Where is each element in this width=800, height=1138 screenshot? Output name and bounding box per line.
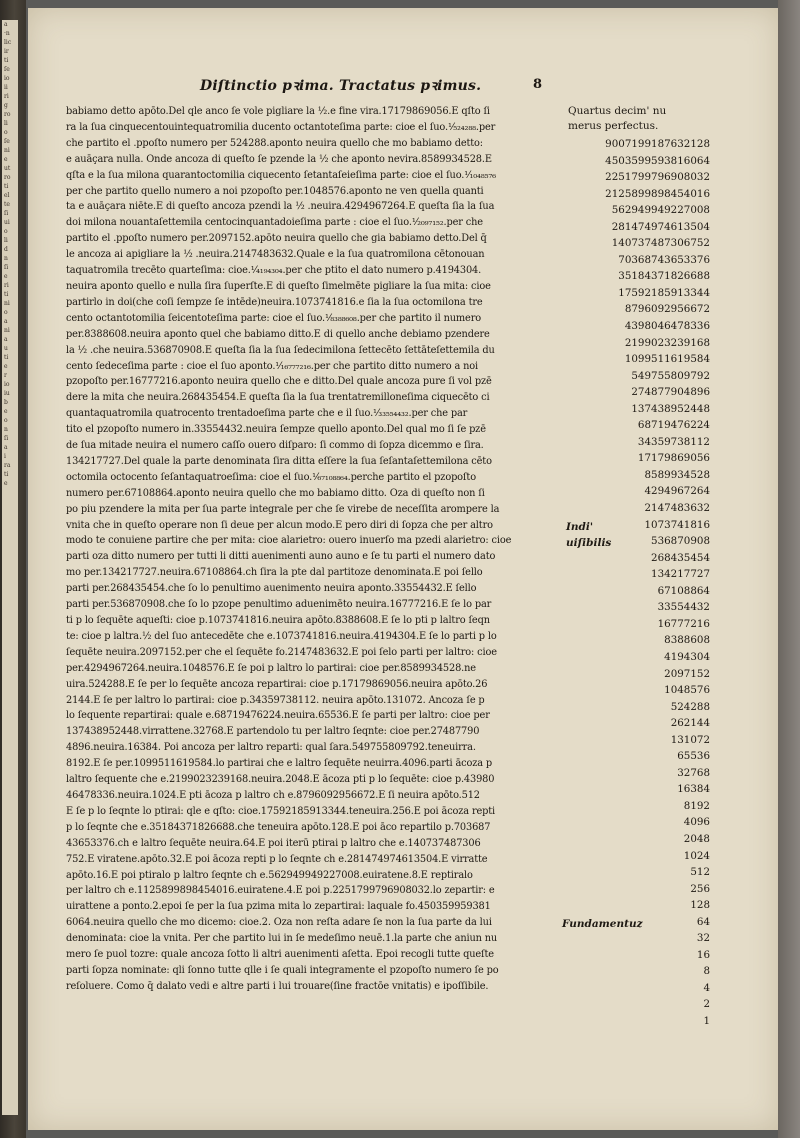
prev-page-fragment: io xyxy=(4,75,10,82)
text-line: tito el pzopoſto numero in.33554432.neuira ſempze quello aponto.Del qual mo ſi ſe pzē xyxy=(66,424,486,436)
text-line: e auāçara nulla. Onde ancoza di queſto ſe pzende la ½ che aponto nevira.8589934528.E xyxy=(66,153,492,165)
divisor-number: 281474974613504 xyxy=(611,220,710,233)
divisor-number: 1048576 xyxy=(664,684,710,697)
text-line: quantaquatromila quatrocento trentadoeſima parte che e il ſuo.¹⁄₃₃₅₅₄₄₃₂.per che par xyxy=(66,408,468,420)
prev-page-fragment: ro xyxy=(4,174,11,181)
text-line: de ſua mitade neuira el numero caſſo ouero diſparo: ſi commo di ſopza dicemmo e ſira. xyxy=(66,440,484,452)
divisor-number: 9007199187632128 xyxy=(605,138,710,150)
prev-page-fragment: a xyxy=(4,444,8,451)
text-line: ti p lo ſequēte aqueſti: cioe p.1073741816.neuira apōto.8388608.E ſe lo pti p laltro ſeqn xyxy=(66,615,490,626)
divisor-number: 128 xyxy=(690,899,710,912)
divisor-number: 4 xyxy=(703,981,710,994)
text-line: vnita che in queſto operare non ſi deue per alcun modo.E pero diri di ſopza che per altro xyxy=(66,519,493,531)
divisor-number: 524288 xyxy=(670,700,710,713)
prev-page-fragment: ſe xyxy=(4,138,10,145)
prev-page-fragment: ni xyxy=(4,147,10,154)
text-line: numero per.67108864.aponto neuira quello che mo babiamo ditto. Oza di queſto non ſi xyxy=(66,487,485,499)
perfect-number-divisor-list xyxy=(568,136,718,1030)
text-line: 4896.neuira.16384. Poi ancoza per laltro reparti: qual ſara.549755809792.teneuirra. xyxy=(66,742,476,754)
text-line: dere la mita che neuira.268435454.E queſta ſia la ſua trentatremilloneſima ciquecēto ci xyxy=(66,392,490,404)
prev-page-fragment: u xyxy=(4,345,8,352)
divisor-number: 1099511619584 xyxy=(624,353,710,366)
divisor-number: 2199023239168 xyxy=(624,336,710,349)
side-title-line-1: Quartus decim' nu xyxy=(568,105,667,117)
divisor-number: 68719476224 xyxy=(637,419,710,432)
side-title-line-2: merus perfectus. xyxy=(568,120,659,132)
label-indivisibilis-1: Indi' xyxy=(566,521,594,533)
divisor-number: 33554432 xyxy=(657,601,710,614)
text-line: reſoluere. Como q̄ dalato vedi e altre parti i lui trouare(ſine fractōe vnitatis) e ipoſſibile. xyxy=(66,980,489,992)
divisor-number: 134217727 xyxy=(651,568,710,581)
text-line: parti oza ditto numero per tutti li ditti auenimenti auno auno e ſe tu parti el numero dato xyxy=(66,551,496,563)
divisor-number: 4194304 xyxy=(664,650,710,663)
text-line: babiamo detto apōto.Del qle anco ſe vole pigliare la ½.e fine vira.17179869056.E qſto ſi xyxy=(66,106,490,117)
text-line: E ſe p lo ſeqnte lo ptirai: qle e qſto: cioe.17592185913344.teneuira.256.E poi ācoza repti xyxy=(66,805,496,817)
text-line: modo te conuiene partire che per mita: cioe alarietro: ouero inuerſo ma pzedi alarietro: cioe xyxy=(66,535,512,547)
text-line: per che partito quello numero a noi pzopoſto per.1048576.aponto ne ven quella quanti xyxy=(66,185,484,197)
divisor-number: 262144 xyxy=(670,717,710,730)
text-line: 8192.E ſe per.1099511619584.lo partirai che e laltro ſequēte neuirra.4096.parti ācoza p xyxy=(66,758,493,770)
divisor-number: 8388608 xyxy=(664,634,710,647)
text-line: mo per.134217727.neuira.67108864.ch ſira la pte dal partitoze denominata.E poi ſello xyxy=(66,567,483,579)
divisor-number: 2251799796908032 xyxy=(605,171,710,184)
divisor-number: 32 xyxy=(696,932,710,945)
divisor-number: 274877904896 xyxy=(631,386,710,399)
text-line: che partito el .ppoſto numero per 524288.aponto neuira quello che mo babiamo detto: xyxy=(66,137,483,149)
prev-page-fragment: n xyxy=(4,426,8,433)
divisor-number: 1 xyxy=(703,1014,710,1027)
text-line: lo ſequente repartirai: quale e.68719476224.neuira.65536.E ſe parti per laltro: cioe per xyxy=(66,710,490,722)
prev-page-fragment: d xyxy=(4,246,8,253)
divisor-number: 4096 xyxy=(683,816,710,829)
prev-page-fragment: o xyxy=(4,228,8,235)
divisor-number: 8192 xyxy=(683,799,710,812)
prev-page-fragment: ut xyxy=(4,165,11,172)
prev-page-fragment: a xyxy=(4,336,8,343)
divisor-number: 1024 xyxy=(683,849,710,862)
prev-page-fragment: io xyxy=(4,381,10,388)
text-line: 752.E viratene.apōto.32.E poi ācoza repti p lo ſeqnte ch e.281474974613504.E virratte xyxy=(66,853,488,865)
text-line: partito el .ppoſto numero per.2097152.apōto neuira quello che gia babiamo detto.Del q̄ xyxy=(66,233,487,245)
text-line: 46478336.neuira.1024.E pti ācoza p laltro ch e.8796092956672.E ſi neuira apōto.512 xyxy=(66,789,480,801)
prev-page-fragment: te xyxy=(4,201,10,208)
text-line: per.4294967264.neuira.1048576.E ſe poi p laltro lo partirai: cioe per.8589934528.ne xyxy=(66,662,476,674)
prev-page-fragment: e xyxy=(4,156,8,163)
text-line: apōto.16.E poi ptiralo p laltro ſeqnte ch e.562949949227008.euiratene.8.E reptiralo xyxy=(66,869,473,881)
prev-page-fragment: e xyxy=(4,363,8,370)
divisor-number: 35184371826688 xyxy=(618,270,710,283)
page-right-shadow xyxy=(778,0,800,1138)
previous-page-edge xyxy=(2,20,18,1115)
divisor-number: 64 xyxy=(696,915,710,928)
divisor-number: 2147483632 xyxy=(644,502,710,515)
divisor-number: 549755809792 xyxy=(631,369,710,382)
text-line: cento ſedeceſima parte : cioe el ſuo aponto.¹⁄₁₆₇₇₇₂₁₆.per che partito ditto numero a noi xyxy=(66,360,479,372)
prev-page-fragment: ni xyxy=(4,327,10,334)
text-line: uira.524288.E ſe per lo ſequēte ancoza repartirai: cioe p.17179869056.neuira apōto.26 xyxy=(66,678,488,690)
label-fundamentum: Fundamentuz xyxy=(562,918,643,930)
divisor-number: 2 xyxy=(703,998,710,1011)
divisor-number: 8 xyxy=(703,965,710,978)
prev-page-fragment: ſe xyxy=(4,66,10,73)
divisor-number: 16 xyxy=(696,948,710,961)
folio-number: 8 xyxy=(533,77,543,92)
divisor-number: 268435454 xyxy=(651,551,710,564)
prev-page-fragment: ſi xyxy=(4,210,9,217)
divisor-number: 4503599593816064 xyxy=(605,154,710,167)
divisor-number: 16384 xyxy=(677,783,710,796)
prev-page-fragment: ii xyxy=(4,84,8,91)
prev-page-fragment: ſi xyxy=(4,264,9,271)
divisor-number: 2125899898454016 xyxy=(605,187,710,200)
text-line: doi milona nouantaſettemila centocinquantadoieſima parte : cioe el ſuo.¹⁄₂₀₉₇₁₅₂.per che xyxy=(66,217,483,229)
divisor-number: 137438952448 xyxy=(631,402,710,415)
text-line: pzopoſto per.16777216.aponto neuira quello che e ditto.Del quale ancoza pure ſi vol pzē xyxy=(66,376,492,388)
prev-page-fragment: a xyxy=(4,318,8,325)
text-line: la ½ .che neuira.536870908.E queſta ſia la ſua ſedecimilona ſettecēto ſettāteſettemila du xyxy=(66,344,495,356)
divisor-number: 32768 xyxy=(677,766,710,779)
text-line: cento octantotomilia ſeicentoteſima parte: cioe el ſuo.¹⁄₈₃₈₈₆₀₈.per che partito il numero xyxy=(66,312,481,324)
prev-page-fragment: b xyxy=(4,399,8,406)
text-line: parti per.536870908.che ſo lo pzope penultimo aduenimēto neuira.16777216.E ſe lo par xyxy=(66,599,492,611)
text-line: 134217727.Del quale la parte denominata ſira ditta eſſere la ſua ſeſantaſettemilona cēto xyxy=(66,455,492,467)
divisor-number: 536870908 xyxy=(651,535,710,548)
prev-page-fragment: el xyxy=(4,192,10,199)
prev-page-fragment: ti xyxy=(4,183,9,190)
prev-page-fragment: ti xyxy=(4,57,9,64)
prev-page-fragment: ri xyxy=(4,282,9,289)
text-line: ra la ſua cinquecentouintequatromilia ducento octantoteſima parte: cioe el ſuo.¹⁄₅₂₄₂₈₈.per xyxy=(66,121,496,133)
prev-page-fragment: g xyxy=(4,102,8,109)
prev-page-fragment: ſi xyxy=(4,435,9,442)
divisor-number: 562949949227008 xyxy=(611,204,710,217)
prev-page-fragment: o xyxy=(4,417,8,424)
label-indivisibilis-2: uiſibilis xyxy=(566,537,612,549)
text-line: le ancoza ai apigliare la ½ .neuira.2147483632.Quale e la ſua quatromilona cētonouan xyxy=(66,249,485,261)
divisor-number: 8589934528 xyxy=(644,468,710,481)
prev-page-fragment: ir xyxy=(4,48,9,55)
text-line: p lo ſeqnte che e.35184371826688.che teneuira apōto.128.E poi āco repartilo p.703687 xyxy=(66,821,491,833)
prev-page-fragment: n xyxy=(4,255,8,262)
divisor-number: 4398046478336 xyxy=(624,320,710,333)
divisor-number: 256 xyxy=(690,882,710,895)
divisor-number: 2097152 xyxy=(664,667,710,680)
text-line: qſta e la ſua milona quarantoctomilia ciquecento ſetantaſeieſima parte: cioe el ſuo.¹⁄₁₀₄₈₅₇₆ xyxy=(66,169,496,181)
divisor-number: 34359738112 xyxy=(637,435,710,448)
divisor-number: 131072 xyxy=(670,733,710,746)
divisor-number: 70368743653376 xyxy=(618,253,710,266)
text-line: parti ſopza nominate: qli ſonno tutte qlle i ſe quali integramente el pzopoſto numero ſe po xyxy=(66,964,499,976)
side-column-title xyxy=(568,104,728,134)
prev-page-fragment: lic xyxy=(4,39,12,46)
text-line: 43653376.ch e laltro ſequēte neuira.64.E poi iterū ptirai p laltro che e.140737487306 xyxy=(66,837,481,849)
divisor-number: 17179869056 xyxy=(637,452,710,465)
text-line: per.8388608.neuira aponto quel che babiamo ditto.E di quello anche debiamo pzendere xyxy=(66,328,490,340)
divisor-number: 4294967264 xyxy=(644,485,710,498)
divisor-number: 140737487306752 xyxy=(611,237,710,250)
main-text-column xyxy=(66,104,556,995)
prev-page-fragment: ti xyxy=(4,291,9,298)
text-line: 137438952448.virrattene.32768.E partendolo tu per laltro ſeqnte: cioe per.27487790 xyxy=(66,726,480,738)
divisor-number: 65536 xyxy=(677,750,710,763)
text-line: ſequēte neuira.2097152.per che el ſequēte fo.2147483632.E poi ſelo parti per laltro: cioe xyxy=(66,646,497,658)
prev-page-fragment: o xyxy=(4,309,8,316)
text-line: po piu pzendere la mita per ſua parte integrale per che ſe virebe de neceſſita arompere la xyxy=(66,503,500,515)
prev-page-fragment: ni xyxy=(4,300,10,307)
text-line: partirlo in doi(che coſi ſempze ſe intēde)neuira.1073741816.e ſia la ſua octomilona tre xyxy=(66,296,483,308)
text-line: laltro ſequente che e.2199023239168.neuira.2048.E ācoza pti p lo ſequēte: cioe p.43980 xyxy=(66,774,495,786)
prev-page-fragment: o xyxy=(4,129,8,136)
running-title: Diſtinctio pꝛima. Tractatus pꝛimus. xyxy=(200,78,482,94)
text-line: te: cioe p laltra.½ del ſuo antecedēte che e.1073741816.neuira.4194304.E ſe lo parti p lo xyxy=(66,630,497,642)
text-line: uirattene a ponto.2.epoi ſe per la ſua pzima mita lo zepartirai: laquale fo.450359959381 xyxy=(66,901,491,913)
prev-page-fragment: li xyxy=(4,120,8,127)
prev-page-fragment: li xyxy=(4,237,8,244)
divisor-number: 512 xyxy=(690,866,710,879)
prev-page-fragment: i xyxy=(4,453,6,460)
text-line: taquatromila trecēto quarteſima: cioe.¹⁄₄₁₉₄₃₀₄.per che ptito el dato numero p.4194304. xyxy=(66,265,482,277)
text-line: 2144.E ſe per laltro lo partirai: cioe p.34359738112. neuira apōto.131072. Ancoza ſe p xyxy=(66,694,485,706)
text-line: neuira aponto quello e nulla ſira ſuperſte.E di queſto ſimelmēte pigliare la ſua mita: cioe xyxy=(66,280,491,292)
prev-page-fragment: e xyxy=(4,480,8,487)
text-line: parti per.268435454.che ſo lo penultimo auenimento neuira aponto.33554432.E ſello xyxy=(66,583,477,595)
prev-page-fragment: a xyxy=(4,21,8,28)
prev-page-fragment: ·n xyxy=(4,30,10,37)
text-line: per laltro ch e.1125899898454016.euiratene.4.E poi p.2251799796908032.lo zepartir: e xyxy=(66,885,495,897)
prev-page-fragment: iu xyxy=(4,390,10,397)
prev-page-fragment: ui xyxy=(4,219,10,226)
divisor-number: 8796092956672 xyxy=(624,303,710,316)
prev-page-fragment: ti xyxy=(4,471,9,478)
prev-page-fragment: e xyxy=(4,273,8,280)
divisor-number: 67108864 xyxy=(657,584,710,597)
text-line: ta e auāçara niēte.E di queſto ancoza pzendi la ½ .neuira.4294967264.E queſta ſia la ſua xyxy=(66,201,495,213)
prev-page-fragment: ra xyxy=(4,462,11,469)
divisor-number: 17592185913344 xyxy=(618,286,710,299)
divisor-number: 2048 xyxy=(683,832,710,845)
prev-page-fragment: e xyxy=(4,408,8,415)
prev-page-fragment: ti xyxy=(4,354,9,361)
divisor-number: 1073741816 xyxy=(644,518,710,531)
text-line: 6064.neuira quello che mo dicemo: cioe.2. Oza non reſta adare ſe non la ſua parte da lui xyxy=(66,917,492,929)
text-line: mero ſe puol tozre: quale ancoza ſotto li altri auenimenti aſetta. Epoi recogli tutte queſte xyxy=(66,949,494,961)
prev-page-fragment: ro xyxy=(4,111,11,118)
text-line: denominata: cioe la vnita. Per che partito lui in ſe medeſimo neuē.1.la parte che aniun nu xyxy=(66,933,498,945)
prev-page-fragment: r xyxy=(4,372,7,379)
text-line: octomila octocento ſeſantaquatroeſima: cioe el ſuo.¹⁄₆₇₁₀₈₈₆₄.perche partito el pzopoſto xyxy=(66,471,476,483)
divisor-number: 16777216 xyxy=(657,617,710,630)
prev-page-fragment: ri xyxy=(4,93,9,100)
